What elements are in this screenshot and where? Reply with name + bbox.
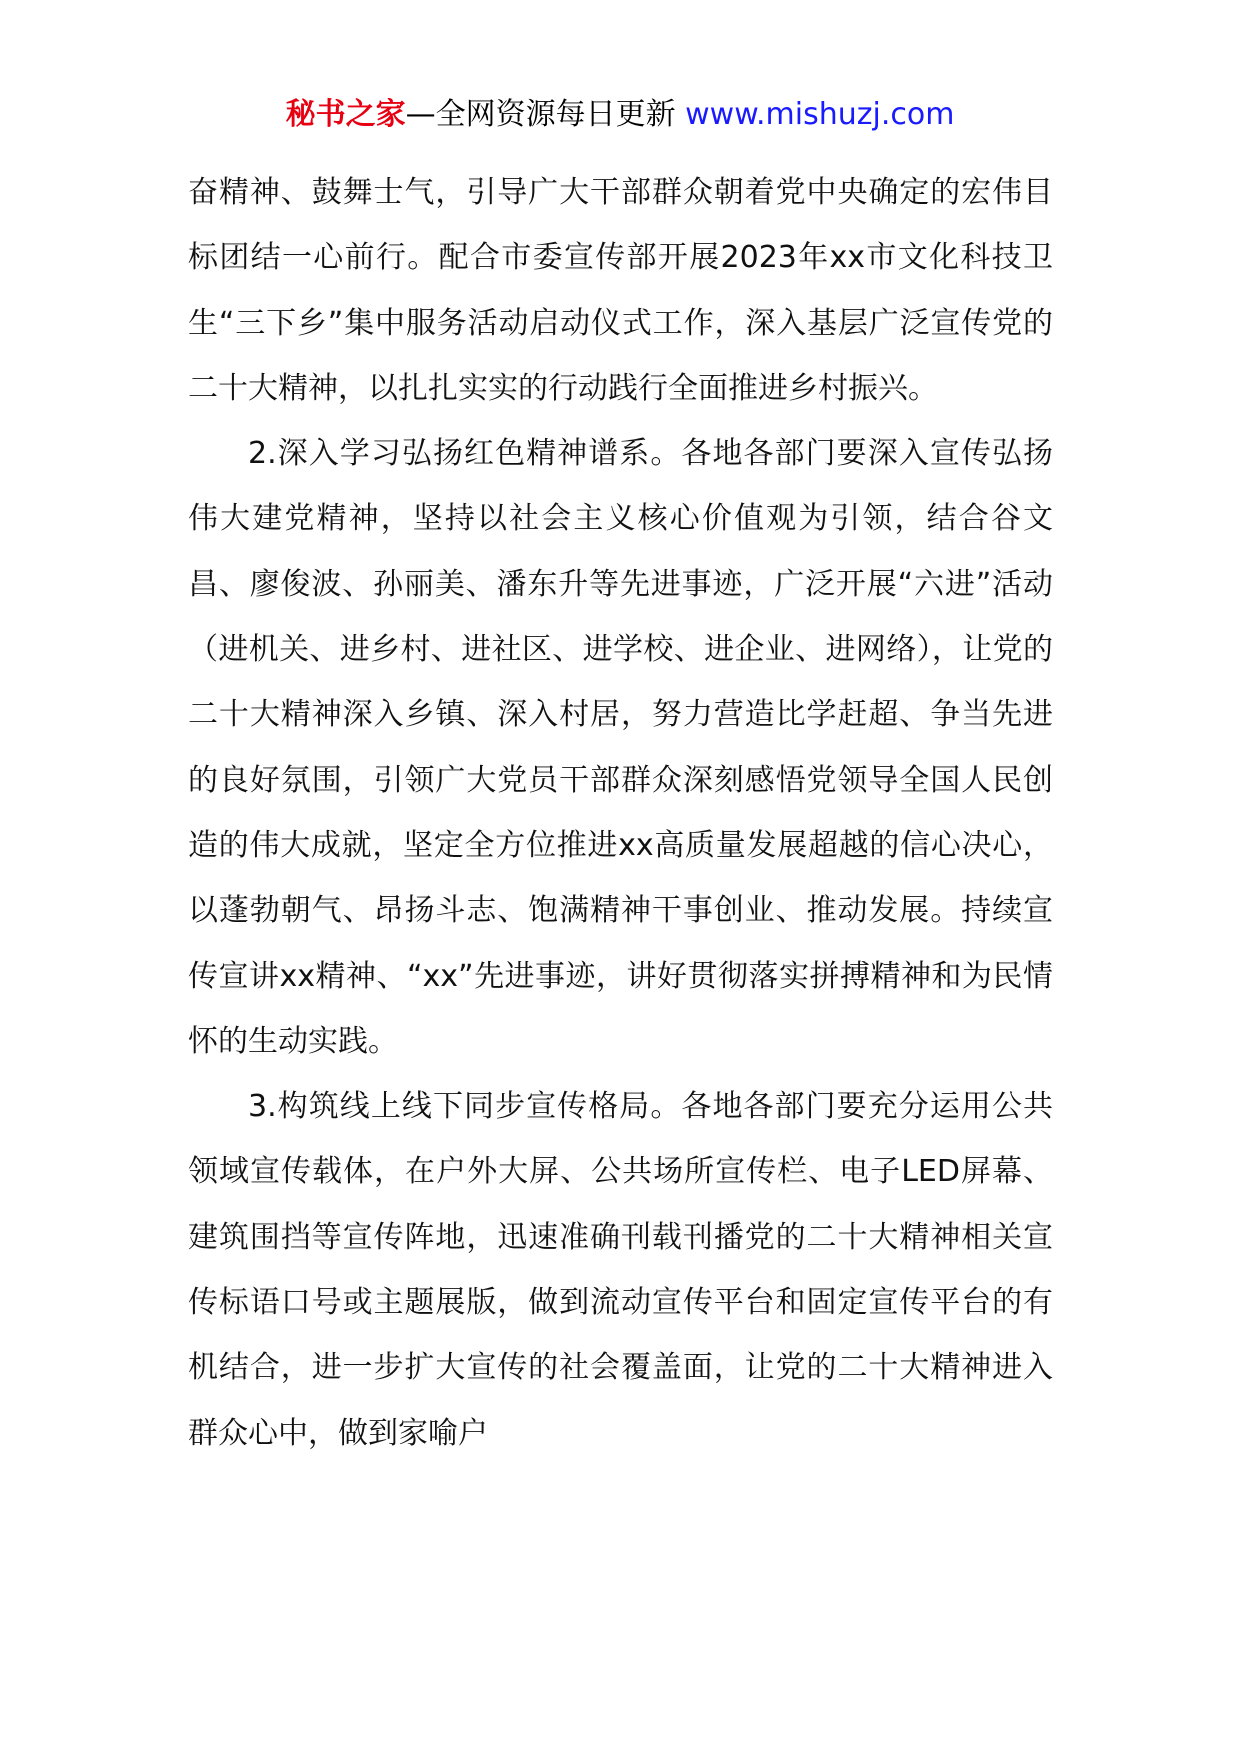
- paragraph-red-spirit: 2.深入学习弘扬红色精神谱系。各地各部门要深入宣传弘扬伟大建党精神，坚持以社会主义核心价值观为引领，结合谷文昌、廖俊波、孙丽美、潘东升等先进事迹，广泛开展“六进”活动（进机关、进乡村、进社区、进学校、进企业、进网络），让党的二十大精神深入乡镇、深入村居，努力营造比学赶超、争当先进的良好氛围，引领广大党员干部群众深刻感悟党领导全国人民创造的伟大成就，坚定全方位推进xx高质量发展超越的信心决心，以蓬勃朝气、昂扬斗志、饱满精神干事创业、推动发展。持续宣传宣讲xx精神、“xx”先进事迹，讲好贯彻落实拼搏精神和为民情怀的生动实践。: [188, 436, 1053, 1059]
- paragraph-continuation: 奋精神、鼓舞士气，引导广大干部群众朝着党中央确定的宏伟目标团结一心前行。配合市委宣传部开展2023年xx市文化科技卫生“三下乡”集中服务活动启动仪式工作，深入基层广泛宣传党的二十大精神，以扎扎实实的行动践行全面推进乡村振兴。: [188, 175, 1053, 406]
- page-header: [0, 95, 1240, 135]
- document-body: [188, 160, 1053, 1466]
- header-slogan: —全网资源每日更新: [405, 97, 686, 132]
- brand-name: 秘书之家: [285, 97, 406, 132]
- website-link[interactable]: www.mishuzj.com: [685, 97, 955, 132]
- paragraph-online-offline: 3.构筑线上线下同步宣传格局。各地各部门要充分运用公共领域宣传载体，在户外大屏、公共场所宣传栏、电子LED屏幕、建筑围挡等宣传阵地，迅速准确刊载刊播党的二十大精神相关宣传标语口号或主题展版，做到流动宣传平台和固定宣传平台的有机结合，进一步扩大宣传的社会覆盖面，让党的二十大精神进入群众心中，做到家喻户: [188, 1089, 1053, 1451]
